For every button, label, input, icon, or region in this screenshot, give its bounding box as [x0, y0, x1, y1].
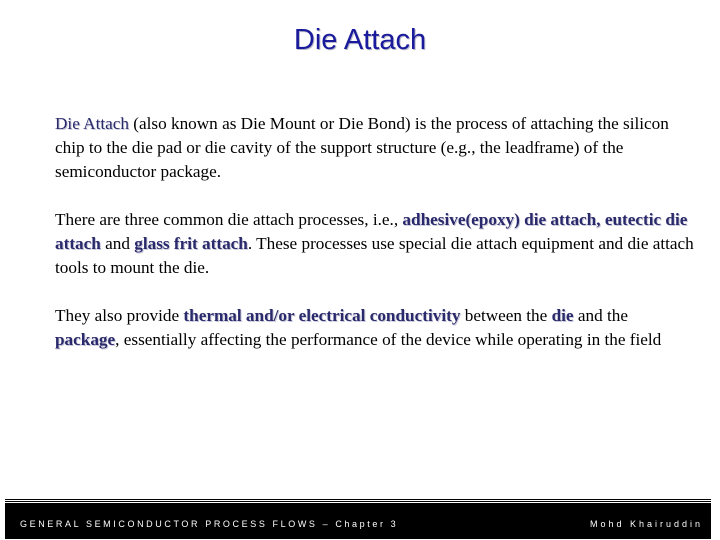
paragraph-2: [55, 208, 695, 280]
term-glass-frit: glass frit attach: [134, 234, 248, 253]
slide-title: Die Attach: [293, 24, 427, 56]
p1-text: (also known as Die Mount or Die Bond) is the process of attaching the silicon chip to the die pad or die cavity of the support structure (e.g., the leadframe) of the semiconductor package.: [55, 114, 669, 181]
p3-text-b: between the: [460, 306, 552, 325]
p3-text-a: They also provide: [55, 306, 184, 325]
term-die: die: [551, 306, 574, 325]
term-die-attach: Die Attach: [55, 114, 129, 133]
slide-body: [55, 112, 695, 376]
p3-text-c: and the: [573, 306, 628, 325]
footer-bar: [5, 500, 711, 539]
p3-text-d: , essentially affecting the performance of the device while operating in the field: [115, 330, 662, 349]
p2-text-c: . These processes use special die attach equipment and die attach tools to mount the die.: [55, 234, 694, 277]
term-conductivity: thermal and/or electrical conductivity: [183, 306, 461, 325]
p2-text-a: There are three common die attach processes, i.e.,: [55, 210, 403, 229]
p2-text-b: and: [100, 234, 135, 253]
paragraph-1: [55, 112, 695, 184]
term-package: package: [55, 330, 116, 349]
footer-author: Mohd Khairuddin: [589, 519, 703, 529]
term-attach-types: adhesive(epoxy) die attach, eutectic die attach: [55, 210, 688, 253]
paragraph-3: [55, 304, 695, 352]
footer-course-title: GENERAL SEMICONDUCTOR PROCESS FLOWS – Chapter 3: [20, 519, 399, 529]
